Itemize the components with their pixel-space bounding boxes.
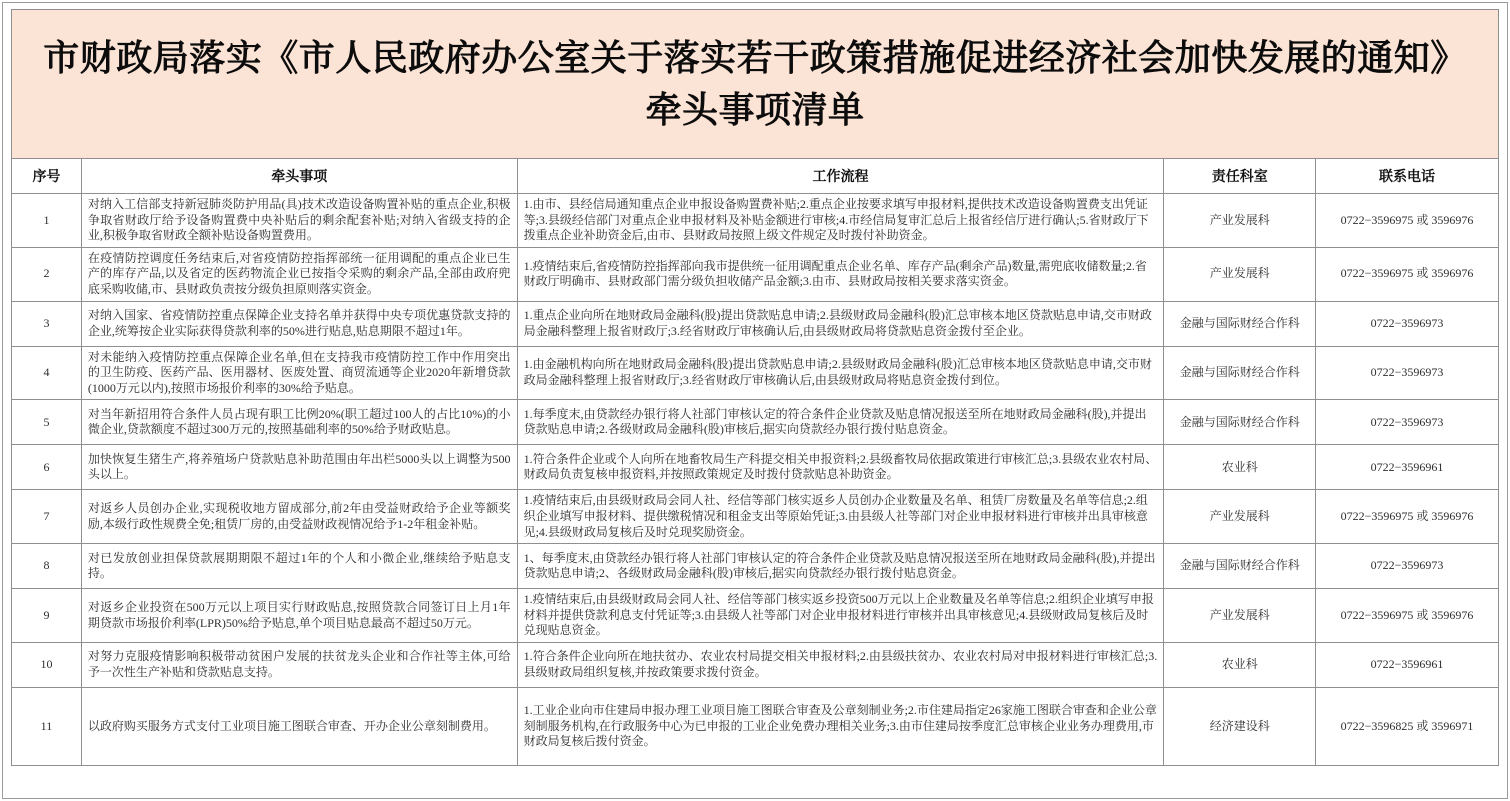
row-contact-phone: 0722−3596975 或 3596976 (1316, 247, 1499, 301)
row-lead-item: 对纳入工信部支持新冠肺炎防护用品(具)技术改造设备购置补贴的重点企业,积极争取省财政厅给予设备购置费中央补贴后的剩余配套补贴;对纳入省级支持的企业,积极争取省财政全额补贴设备购置费用。 (81, 194, 517, 248)
row-work-process: 1.疫情结束后,省疫情防控指挥部向我市提供统一征用调配重点企业名单、库存产品(剩余产品)数量,需兜底收储数量;2.省财政厅明确市、县财政部门需分级负担收储产品金额;3.由市、县财政局按相关要求落实资金。 (517, 247, 1164, 301)
row-contact-phone: 0722−3596973 (1316, 346, 1499, 400)
page-title (33, 32, 1477, 136)
table-row (12, 400, 1499, 445)
row-lead-item: 对努力克服疫情影响积极带动贫困户发展的扶贫龙头企业和合作社等主体,可给予一次性生产补贴和贷款贴息支持。 (81, 642, 517, 687)
row-serial-number: 8 (12, 544, 82, 589)
row-serial-number: 9 (12, 589, 82, 643)
table-row (12, 589, 1499, 643)
row-work-process: 1.由市、县经信局通知重点企业申报设备购置费补贴;2.重点企业按要求填写申报材料,提供技术改造设备购置费支出凭证等;3.县级经信部门对重点企业申报材料及补贴金额进行审核;4.市经信局复审汇总后上报省经信厅进行确认;5.省财政厅下拨重点企业补助资金后,由市、县财政局按照上级文件规定及时拨付补助资金。 (517, 194, 1164, 248)
row-lead-item: 以政府购买服务方式支付工业项目施工图联合审查、开办企业公章刻制费用。 (81, 687, 517, 765)
row-lead-item: 对未能纳入疫情防控重点保障企业名单,但在支持我市疫情防控工作中作用突出的卫生防疫、医药产品、医用器材、医废处置、商贸流通等企业2020年新增贷款(1000万元以内),按照市场报价利率的30%给予贴息。 (81, 346, 517, 400)
table-row (12, 194, 1499, 248)
row-contact-phone: 0722−3596961 (1316, 642, 1499, 687)
row-work-process: 1.符合条件企业或个人向所在地畜牧局生产科提交相关申报资料;2.县级畜牧局依据政策进行审核汇总;3.县级农业农村局、财政局负责复核申报资料,并按照政策规定及时拨付贷款贴息补助资金。 (517, 445, 1164, 490)
table-row (12, 642, 1499, 687)
row-responsible-dept: 金融与国际财经合作科 (1164, 544, 1316, 589)
row-lead-item: 在疫情防控调度任务结束后,对省疫情防控指挥部统一征用调配的重点企业已生产的库存产品,以及省定的医药物流企业已按指令采购的剩余产品,全部由政府兜底采购收储,市、县财政负责按分级负担原则落实资金。 (81, 247, 517, 301)
row-contact-phone: 0722−3596975 或 3596976 (1316, 490, 1499, 544)
document-title-block (11, 9, 1499, 159)
row-work-process: 1、每季度末,由贷款经办银行将人社部门审核认定的符合条件企业贷款及贴息情况报送至所在地财政局金融科(股),并提出贷款贴息申请;2、各级财政局金融科(股)审核后,据实向贷款经办银行拨付贴息资金。 (517, 544, 1164, 589)
row-work-process: 1.由金融机构向所在地财政局金融科(股)提出贷款贴息申请;2.县级财政局金融科(股)汇总审核本地区贷款贴息申请,交市财政局金融科整理上报省财政厅;3.经省财政厅审核确认后,由县级财政局将贴息资金拨付到位。 (517, 346, 1164, 400)
table-header-row (12, 159, 1499, 194)
row-contact-phone: 0722−3596975 或 3596976 (1316, 589, 1499, 643)
row-serial-number: 3 (12, 301, 82, 346)
row-serial-number: 10 (12, 642, 82, 687)
column-header-serial-number: 序号 (12, 159, 82, 194)
row-contact-phone: 0722−3596973 (1316, 400, 1499, 445)
row-lead-item: 加快恢复生猪生产,将养殖场户贷款贴息补助范围由年出栏5000头以上调整为500头以上。 (81, 445, 517, 490)
table-row (12, 301, 1499, 346)
column-header-contact-phone: 联系电话 (1316, 159, 1499, 194)
row-work-process: 1.每季度末,由贷款经办银行将人社部门审核认定的符合条件企业贷款及贴息情况报送至所在地财政局金融科(股),并提出贷款贴息申请;2.各级财政局金融科(股)审核后,据实向贷款经办银行拨付贴息资金。 (517, 400, 1164, 445)
row-responsible-dept: 农业科 (1164, 445, 1316, 490)
row-responsible-dept: 农业科 (1164, 642, 1316, 687)
row-serial-number: 7 (12, 490, 82, 544)
column-header-responsible-dept: 责任科室 (1164, 159, 1316, 194)
row-responsible-dept: 金融与国际财经合作科 (1164, 346, 1316, 400)
row-work-process: 1.疫情结束后,由县级财政局会同人社、经信等部门核实返乡投资500万元以上企业数量及名单等信息;2.组织企业填写申报材料并提供贷款利息支付凭证等;3.由县级人社等部门对企业申报材料进行审核并出具审核意见;4.县级财政局复核后及时兑现贴息资金。 (517, 589, 1164, 643)
table-row (12, 445, 1499, 490)
table-row (12, 687, 1499, 765)
page-title-line-1: 市财政局落实《市人民政府办公室关于落实若干政策措施促进经济社会加快发展的通知》 (43, 36, 1467, 78)
row-contact-phone: 0722−3596973 (1316, 544, 1499, 589)
row-lead-item: 对返乡企业投资在500万元以上项目实行财政贴息,按照贷款合同签订日上月1年期贷款市场报价利率(LPR)50%给予贴息,单个项目贴息最高不超过50万元。 (81, 589, 517, 643)
page-title-line-2: 牵头事项清单 (645, 89, 865, 130)
table-row (12, 247, 1499, 301)
row-responsible-dept: 经济建设科 (1164, 687, 1316, 765)
row-serial-number: 1 (12, 194, 82, 248)
row-responsible-dept: 产业发展科 (1164, 589, 1316, 643)
row-lead-item: 对纳入国家、省疫情防控重点保障企业支持名单并获得中央专项优惠贷款支持的企业,统筹按企业实际获得贷款利率的50%进行贴息,贴息期限不超过1年。 (81, 301, 517, 346)
row-serial-number: 6 (12, 445, 82, 490)
row-serial-number: 2 (12, 247, 82, 301)
row-responsible-dept: 金融与国际财经合作科 (1164, 400, 1316, 445)
row-lead-item: 对当年新招用符合条件人员占现有职工比例20%(职工超过100人的占比10%)的小微企业,贷款额度不超过300万元的,按照基础利率的50%给予财政贴息。 (81, 400, 517, 445)
row-lead-item: 对已发放创业担保贷款展期期限不超过1年的个人和小微企业,继续给予贴息支持。 (81, 544, 517, 589)
row-lead-item: 对返乡人员创办企业,实现税收地方留成部分,前2年由受益财政给予企业等额奖励,本级行政性规费全免;租赁厂房的,由受益财政视情况给予1-2年租金补贴。 (81, 490, 517, 544)
row-contact-phone: 0722−3596825 或 3596971 (1316, 687, 1499, 765)
row-responsible-dept: 产业发展科 (1164, 490, 1316, 544)
row-work-process: 1.工业企业向市住建局申报办理工业项目施工图联合审查及公章刻制业务;2.市住建局指定26家施工图联合审查和企业公章刻制服务机构,在行政服务中心为已申报的工业企业免费办理相关业务;3.由市住建局按季度汇总审核企业业务办理费用,市财政局复核后拨付资金。 (517, 687, 1164, 765)
row-work-process: 1.重点企业向所在地财政局金融科(股)提出贷款贴息申请;2.县级财政局金融科(股)汇总审核本地区贷款贴息申请,交市财政局金融科整理上报省财政厅;3.经省财政厅审核确认后,由县级财政局将贷款贴息资金拨付至企业。 (517, 301, 1164, 346)
row-serial-number: 5 (12, 400, 82, 445)
table-row (12, 490, 1499, 544)
row-responsible-dept: 金融与国际财经合作科 (1164, 301, 1316, 346)
row-contact-phone: 0722−3596973 (1316, 301, 1499, 346)
row-work-process: 1.疫情结束后,由县级财政局会同人社、经信等部门核实返乡人员创办企业数量及名单、租赁厂房数量及名单等信息;2.组织企业填写申报材料、提供缴税情况和租金支出等原始凭证;3.由县级人社等部门对企业申报材料进行审核并出具审核意见;4.县级财政局复核后及时兑现奖励资金。 (517, 490, 1164, 544)
tasks-table (11, 158, 1499, 766)
row-responsible-dept: 产业发展科 (1164, 194, 1316, 248)
row-responsible-dept: 产业发展科 (1164, 247, 1316, 301)
document-sheet (2, 2, 1508, 799)
row-contact-phone: 0722−3596961 (1316, 445, 1499, 490)
row-work-process: 1.符合条件企业向所在地扶贫办、农业农村局提交相关申报材料;2.由县级扶贫办、农业农村局对申报材料进行审核汇总;3.县级财政局组织复核,并按政策要求拨付资金。 (517, 642, 1164, 687)
column-header-work-process: 工作流程 (517, 159, 1164, 194)
column-header-lead-item: 牵头事项 (81, 159, 517, 194)
table-row (12, 544, 1499, 589)
row-serial-number: 4 (12, 346, 82, 400)
row-contact-phone: 0722−3596975 或 3596976 (1316, 194, 1499, 248)
table-row (12, 346, 1499, 400)
row-serial-number: 11 (12, 687, 82, 765)
